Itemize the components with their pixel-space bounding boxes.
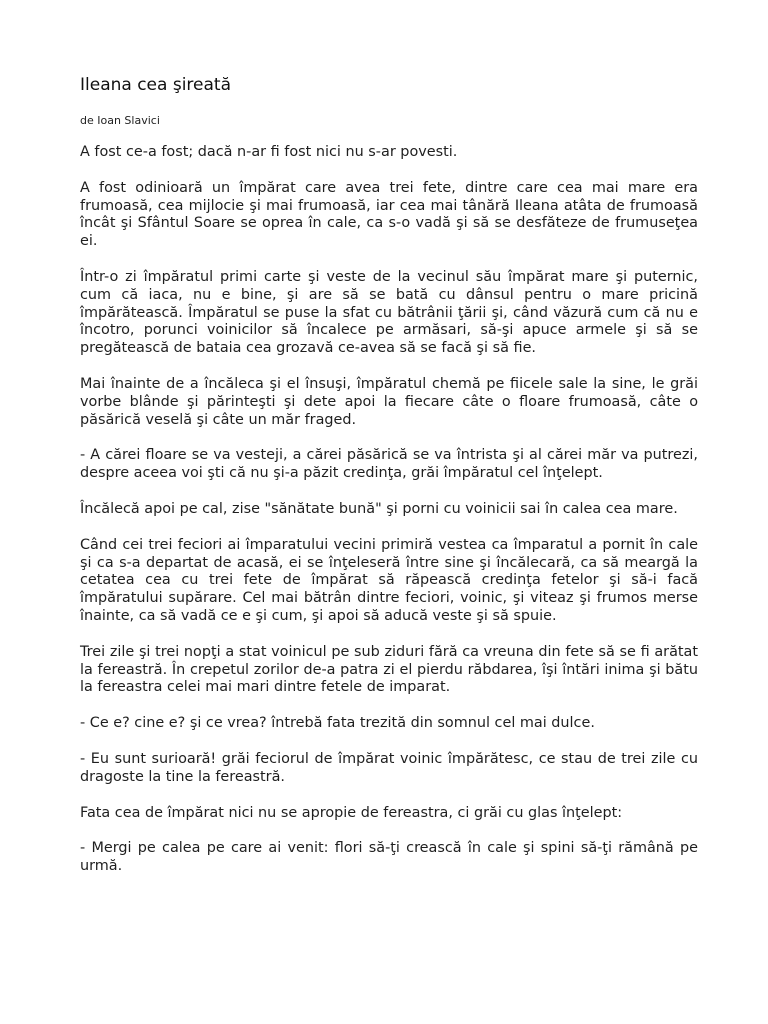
paragraph: Când cei trei feciori ai împaratului vecini primiră vestea ca împaratul a pornit în cale şi ca s-a departat de acasă, ei se înţeleseră între sine şi încălecară, ca să meargă la cetatea cea cu trei fete de împărat să răpească credinţa fetelor şi să-i facă împăratului supărare. Cel mai bătrân dintre feciori, voinic, şi viteaz şi frumos merse înainte, ca să vadă ce e şi cum, şi apoi să aducă veste şi să spuie. <box>80 536 698 624</box>
paragraph: - A cărei floare se va vesteji, a cărei păsărică se va întrista şi al cărei măr va putrezi, despre aceea voi şti că nu şi-a păzit credinţa, grăi împăratul cel înţelept. <box>80 447 698 482</box>
paragraph: Mai înainte de a încăleca şi el însuşi, împăratul chemă pe fiicele sale la sine, le grăi vorbe blânde şi părinteşti şi dete apoi la fiecare câte o floare frumoasă, câte o păsărică veselă şi câte un măr fraged. <box>80 375 698 428</box>
paragraph: Încălecă apoi pe cal, zise "sănătate bună" şi porni cu voinicii sai în calea cea mare. <box>80 500 678 517</box>
paragraph: A fost ce-a fost; dacă n-ar fi fost nici nu s-ar povesti. <box>80 144 458 160</box>
paragraph: - Eu sunt surioară! grăi feciorul de împărat voinic împărătesc, ce stau de trei zile cu dragoste la tine la fereastră. <box>80 750 698 785</box>
paragraph: Într-o zi împăratul primi carte şi veste de la vecinul său împărat mare şi puternic, cum că iaca, nu e bine, şi are să se bată cu dânsul pentru o mare pricină împărătească. Împăratul se puse la sfat cu bătrânii ţării şi, când văzură cum că nu e încotro, porunci voinicilor să încalece pe armăsari, să-şi apuce armele şi să se pregătească de bataia cea grozavă ce-avea să se facă şi să fie. <box>80 268 698 357</box>
paragraph: - Mergi pe calea pe care ai venit: flori să-ţi crească în cale şi spini să-ţi rămână pe urmă. <box>80 840 698 875</box>
story-title: Ileana cea şireată <box>80 75 231 95</box>
paragraph: A fost odinioară un împărat care avea trei fete, dintre care cea mai mare era frumoasă, cea mijlocie şi mai frumoasă, iar cea mai tânără Ileana atâta de frumoasă încât şi Sfântul Soare se oprea în cale, ca s-o vadă şi să se desfăteze de frumuseţea ei. <box>80 179 698 250</box>
story-author: de Ioan Slavici <box>80 114 160 127</box>
paragraph: Fata cea de împărat nici nu se apropie de fereastra, ci grăi cu glas înţelept: <box>80 804 623 821</box>
document-page <box>80 74 698 894</box>
paragraph: Trei zile şi trei nopţi a stat voinicul pe sub ziduri fără ca vreuna din fete să se fi arătat la fereastră. În crepetul zorilor de-a patra zi el pierdu răbdarea, îşi întări inima şi bătu la fereastra celei mai mari dintre fetele de imparat. <box>80 643 698 696</box>
paragraph: - Ce e? cine e? şi ce vrea? întrebă fata trezită din somnul cel mai dulce. <box>80 715 595 732</box>
